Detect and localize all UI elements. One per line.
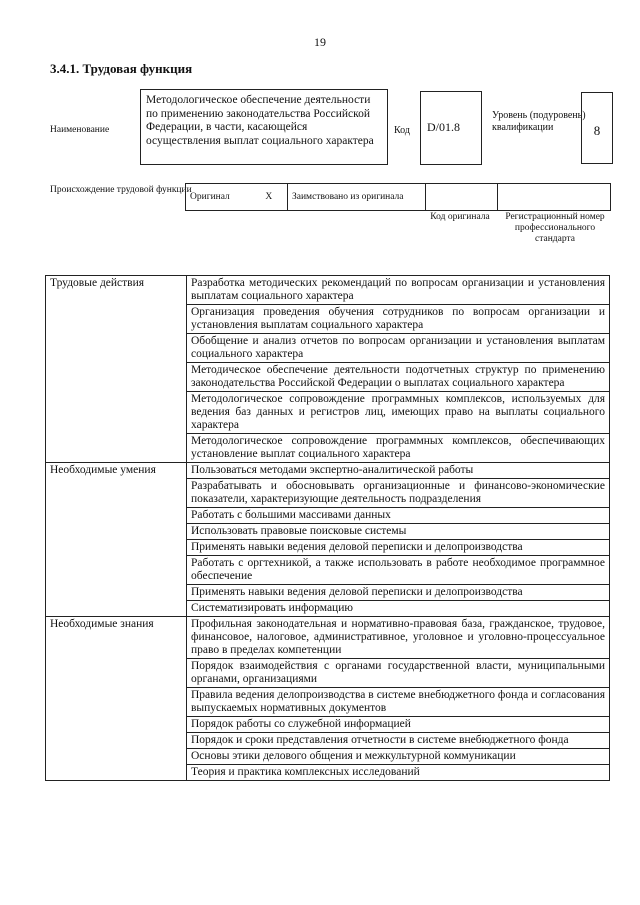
item-cell: Использовать правовые поисковые системы xyxy=(187,524,610,540)
registration-number-cell xyxy=(498,184,611,211)
original-label: Оригинал xyxy=(186,184,251,211)
item-cell: Применять навыки ведения деловой переписки и делопроизводства xyxy=(187,585,610,601)
borrowed-label: Заимствовано из оригинала xyxy=(288,184,426,211)
name-label: Наименование xyxy=(50,125,110,135)
item-cell: Теория и практика комплексных исследований xyxy=(187,765,610,781)
table-row xyxy=(46,276,610,305)
qualification-level-box: 8 xyxy=(581,92,613,164)
category-cell: Необходимые умения xyxy=(46,463,187,617)
item-cell: Пользоваться методами экспертно-аналитической работы xyxy=(187,463,610,479)
item-cell: Порядок работы со служебной информацией xyxy=(187,717,610,733)
item-cell: Применять навыки ведения деловой переписки и делопроизводства xyxy=(187,540,610,556)
code-label: Код xyxy=(394,125,410,136)
page-number: 19 xyxy=(314,35,326,49)
origin-label: Происхождение трудовой функции xyxy=(50,185,192,195)
original-code-caption: Код оригинала xyxy=(430,212,490,222)
item-cell: Организация проведения обучения сотрудников по вопросам организации и установления выплатам социального характера xyxy=(187,305,610,334)
item-cell: Работать с большими массивами данных xyxy=(187,508,610,524)
item-cell: Работать с оргтехникой, а также использовать в работе необходимое программное обеспечение xyxy=(187,556,610,585)
origin-table xyxy=(185,183,611,211)
item-cell: Систематизировать информацию xyxy=(187,601,610,617)
registration-number-caption: Регистрационный номер профессионального стандарта xyxy=(505,212,605,244)
section-title: 3.4.1. Трудовая функция xyxy=(50,61,193,76)
item-cell: Разрабатывать и обосновывать организационные и финансово-экономические показатели, характеризующие деятельность подразделения xyxy=(187,479,610,508)
item-cell: Методологическое сопровождение программных комплексов, обеспечивающих установление выплат социального характера xyxy=(187,434,610,463)
item-cell: Порядок и сроки представления отчетности в системе внебюджетного фонда xyxy=(187,733,610,749)
table-row xyxy=(46,463,610,479)
item-cell: Порядок взаимодействия с органами государственной власти, муниципальными органами, организациями xyxy=(187,659,610,688)
qualification-level-label: Уровень (подуровень) квалификации xyxy=(492,110,586,133)
item-cell: Основы этики делового общения и межкультурной коммуникации xyxy=(187,749,610,765)
item-cell: Обобщение и анализ отчетов по вопросам организации и установления выплатам социального характера xyxy=(187,334,610,363)
table-row xyxy=(46,617,610,659)
function-name-box: Методологическое обеспечение деятельности по применению законодательства Российской Федерации, в части, касающейся осуществления выплат социального характера xyxy=(140,89,388,165)
original-code-cell xyxy=(426,184,498,211)
original-mark: X xyxy=(251,184,288,211)
item-cell: Правила ведения делопроизводства в системе внебюджетного фонда и согласования выпускаемых нормативных документов xyxy=(187,688,610,717)
category-cell: Необходимые знания xyxy=(46,617,187,781)
item-cell: Методическое обеспечение деятельности подотчетных структур по применению законодательства Российской Федерации о выплатах социального характера xyxy=(187,363,610,392)
item-cell: Методологическое сопровождение программных комплексов, используемых для ведения баз данных и регистров лиц, имеющих право на выплаты социального характера xyxy=(187,392,610,434)
code-box: D/01.8 xyxy=(420,91,482,165)
category-cell: Трудовые действия xyxy=(46,276,187,463)
item-cell: Разработка методических рекомендаций по вопросам организации и установления выплатам социального характера xyxy=(187,276,610,305)
item-cell: Профильная законодательная и нормативно-правовая база, гражданское, трудовое, финансовое, налоговое, административное, уголовное и уголовно-процессуальное право в пределах компетенции xyxy=(187,617,610,659)
labor-function-table xyxy=(45,275,610,781)
